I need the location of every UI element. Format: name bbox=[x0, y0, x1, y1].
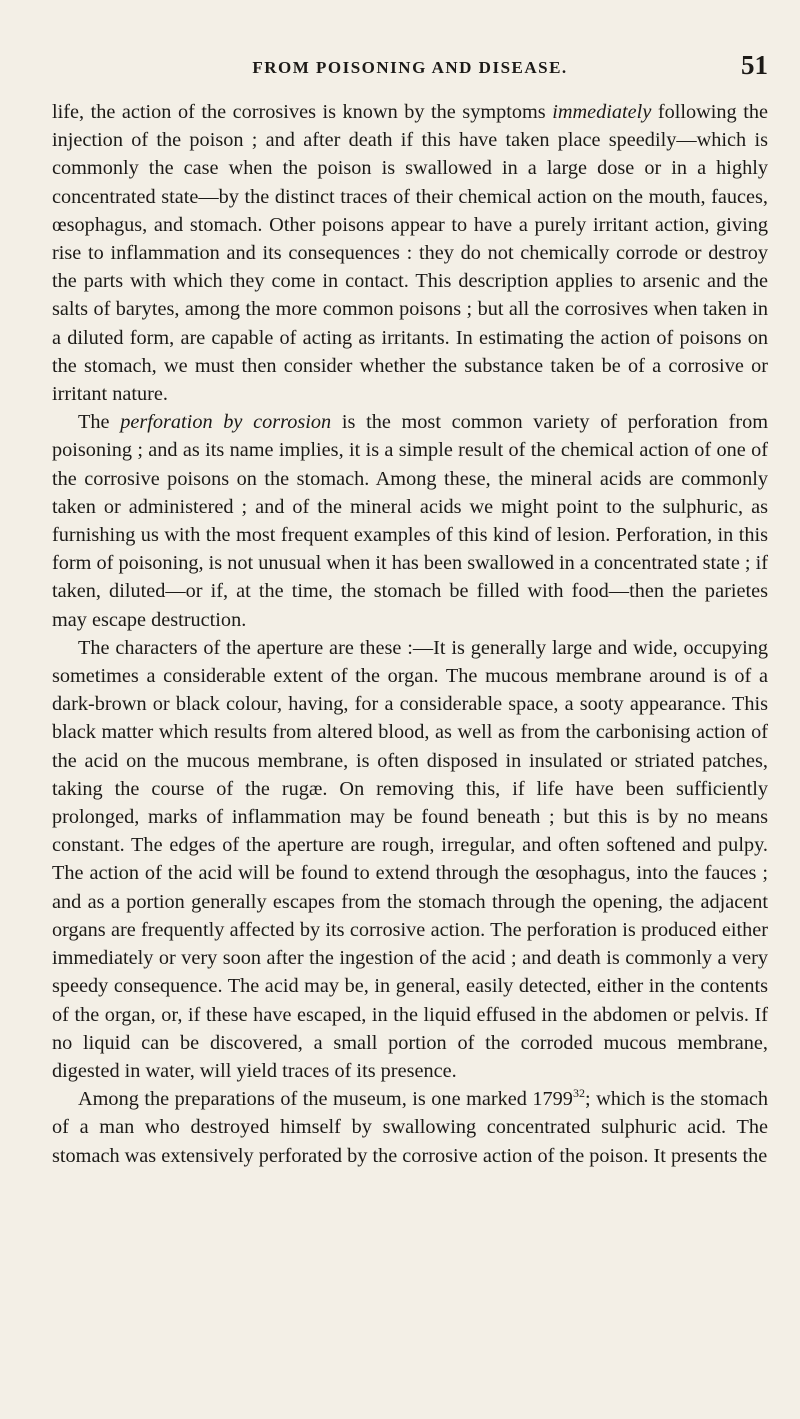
body-text bbox=[52, 98, 768, 1170]
text-span: ; which is the stomach of a man who destroyed himself by swallowing concentrated sulphuric acid. The stomach was extensively perforated by the corrosive action of the poison. It presents the bbox=[52, 1088, 768, 1167]
text-span: Among the preparations of the museum, is one marked 1799 bbox=[78, 1088, 573, 1111]
text-span: The characters of the aperture are these :—It is generally large and wide, occupying sometimes a considerable extent of the organ. The mucous membrane around is of a dark-brown or black colour, having, for a considerable space, a sooty appearance. This black matter which results from altered blood, as well as from the carbonising action of the acid on the mucous membrane, is often disposed in insulated or striated patches, taking the course of the rugæ. On removing this, if life have been sufficiently prolonged, marks of inflammation may be found beneath ; but this is by no means constant. The edges of the aperture are rough, irregular, and often softened and pulpy. The action of the acid will be found to extend through the œsophagus, into the fauces ; and as a portion generally escapes from the stomach through the opening, the adjacent organs are frequently affected by its corrosive action. The perforation is produced either immediately or very soon after the ingestion of the acid ; and death is commonly a very speedy consequence. The acid may be, in general, easily detected, either in the contents of the organ, or, if these have escaped, in the liquid effused in the abdomen or pelvis. If no liquid can be discovered, a small portion of the corroded mucous membrane, digested in water, will yield traces of its presence. bbox=[52, 636, 768, 1082]
paragraph-3 bbox=[52, 634, 768, 1085]
page-number: 51 bbox=[741, 50, 768, 80]
text-span: life, the action of the corrosives is known by the symptoms bbox=[52, 101, 553, 123]
text-span: The bbox=[78, 411, 121, 434]
italic-text: immediately bbox=[552, 101, 652, 123]
running-header bbox=[52, 50, 768, 98]
paragraph-1 bbox=[52, 98, 768, 408]
book-page bbox=[52, 50, 768, 1170]
italic-text: perforation by corrosion bbox=[120, 411, 332, 434]
paragraph-2 bbox=[52, 408, 768, 634]
running-title: FROM POISONING AND DISEASE. bbox=[252, 58, 568, 77]
paragraph-4 bbox=[52, 1085, 768, 1170]
superscript: 32 bbox=[572, 1086, 585, 1101]
text-span: is the most common variety of perforation from poisoning ; and as its name implies, it is a simple result of the chemical action of one of the corrosive poisons on the stomach. Among these, the mineral acids are commonly taken or administered ; and of the mineral acids we might point to the sulphuric, as furnishing us with the most frequent examples of this kind of lesion. Perforation, in this form of poisoning, is not unusual when it has been swallowed in a concentrated state ; if taken, diluted—or if, at the time, the stomach be filled with food—then the parietes may escape destruction. bbox=[52, 411, 768, 631]
text-span: following the injection of the poison ; and after death if this have taken place speedily—which is commonly the case when the poison is swallowed in a large dose or in a highly concentrated state—by the distinct traces of their chemical action on the mouth, fauces, œsophagus, and stomach. Other poisons appear to have a purely irritant action, giving rise to inflammation and its consequences : they do not chemically corrode or destroy the parts with which they come in contact. This description applies to arsenic and the salts of barytes, among the more common poisons ; but all the corrosives when taken in a diluted form, are capable of acting as irritants. In estimating the action of poisons on the stomach, we must then consider whether the substance taken be of a corrosive or irritant nature. bbox=[52, 101, 768, 406]
